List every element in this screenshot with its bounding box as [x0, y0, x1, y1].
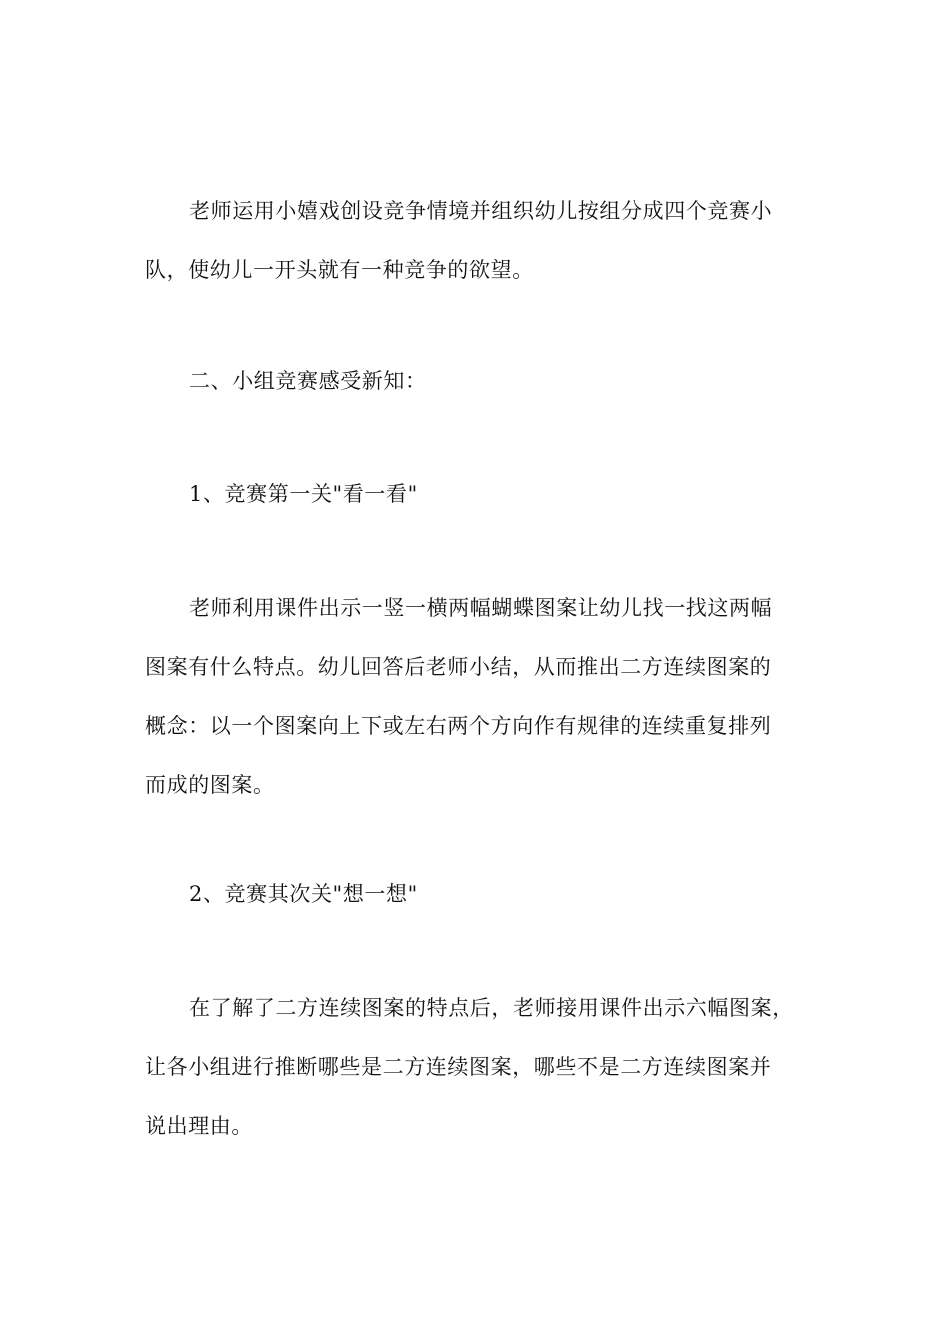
item-heading-text: 1、竞赛第一关"看一看" — [189, 482, 418, 506]
paragraph-line: 在了解了二方连续图案的特点后，老师接用课件出示六幅图案， — [189, 996, 794, 1020]
paragraph-judge — [145, 979, 815, 1156]
item-heading-2 — [145, 865, 815, 924]
paragraph-line: 概念：以一个图案向上下或左右两个方向作有规律的连续重复排列 — [145, 714, 772, 738]
paragraph-line: 老师运用小嬉戏创设竞争情境并组织幼儿按组分成四个竞赛小 — [189, 199, 773, 223]
item-heading-1 — [145, 465, 815, 524]
paragraph-line: 而成的图案。 — [145, 773, 275, 797]
paragraph-concept — [145, 579, 815, 815]
paragraph-line: 图案有什么特点。幼儿回答后老师小结，从而推出二方连续图案的 — [145, 655, 772, 679]
section-heading — [145, 352, 815, 411]
item-heading-text: 2、竞赛其次关"想一想" — [189, 882, 418, 906]
paragraph-intro — [145, 182, 815, 300]
paragraph-line: 让各小组进行推断哪些是二方连续图案，哪些不是二方连续图案并 — [145, 1055, 772, 1079]
paragraph-line: 老师利用课件出示一竖一横两幅蝴蝶图案让幼儿找一找这两幅 — [189, 596, 773, 620]
heading-text: 二、小组竞赛感受新知： — [189, 369, 427, 393]
paragraph-line: 说出理由。 — [145, 1114, 253, 1138]
paragraph-line: 队，使幼儿一开头就有一种竞争的欲望。 — [145, 258, 534, 282]
